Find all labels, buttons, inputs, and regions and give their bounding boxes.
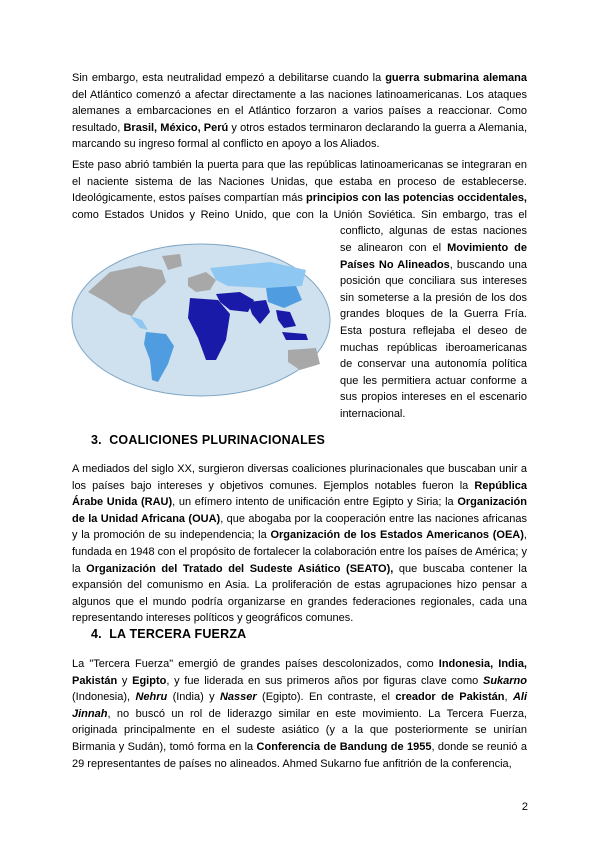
- bold-term: principios con las potencias occidentales,: [305, 192, 527, 205]
- paragraph-united-nations: Este paso abrió también la puerta para que las repúblicas latinoamericanas se integraran en el naciente sistema de las Naciones Unidas, que estaba en proceso de establecerse. Ideológicamente, estos países compartían más principios con las potencias occidentales, como Estados Unidos y Reino Unido, que con la Unión Soviética. Sin embargo, tras el conflicto, algunas de estas naciones se alinearon con el Movimiento de Países No Alineados, buscando una posición que conciliara sus intereses sin someterse a la presión de los dos grandes bloques de la Guerra Fría. Esta postura reflejaba el deseo de muchas repúblicas iberoamericanas de conservar una autonomía política que les permitiera actuar conforme a sus propios intereses en el escenario internacional.: [72, 159, 527, 420]
- bold-term: República Árabe Unida (RAU): [72, 479, 527, 509]
- bold-term: Movimiento de Países No Alineados: [340, 241, 527, 271]
- page-number: 2: [521, 801, 528, 813]
- bold-term: Indonesia, India, Pakistán: [72, 658, 527, 687]
- bold-term: Organización de los Estados Americanos (OEA): [270, 529, 524, 542]
- bold-term: Egipto: [132, 674, 167, 687]
- paragraph-coaliciones: A mediados del siglo XX, surgieron diversas coaliciones plurinacionales que buscaban unir a los países bajo intereses y objetivos comunes. Ejemplos notables fueron la República Árabe Unida (RAU), un efímero intento de unificación entre Egipto y Siria; la Organización de la Unidad Africana (OUA), que abogaba por la cooperación entre las naciones africanas y la promoción de su independencia; la Organización de los Estados Americanos (OEA), fundada en 1948 con el propósito de fortalecer la colaboración entre los países de América; y la Organización del Tratado del Sudeste Asiático (SEATO), que buscaba contener la expansión del comunismo en Asia. La proliferación de estas agrupaciones hizo pensar a algunos que el mundo podría organizarse en grandes federaciones regionales, cada una representando intereses políticos y geográficos comunes.: [72, 463, 528, 625]
- bold-term: Organización de la Unidad Africana (OUA): [72, 496, 527, 525]
- bold-term: creador de Pakistán: [395, 691, 505, 704]
- paragraph-neutrality: Sin embargo, esta neutralidad empezó a debilitarse cuando la guerra submarina alemana del Atlántico comenzó a afectar directamente a las naciones latinoamericanas. Los ataques alemanes a embarcaciones en el Atlántico forzaron a varios países a reaccionar. Como resultado, Brasil, México, Perú y otros estados terminaron declarando la guerra a Alemania, marcando su ingreso formal al conflicto en apoyo a los Aliados.: [72, 72, 528, 151]
- bold-italic-name: Sukarno: [482, 674, 527, 687]
- section-heading-tercera-fuerza: 4. LA TERCERA FUERZA: [91, 627, 247, 641]
- bold-term: Organización del Tratado del Sudeste Asiático (SEATO),: [86, 562, 394, 575]
- section-heading-coaliciones: 3. COALICIONES PLURINACIONALES: [91, 433, 326, 447]
- bold-italic-name: Ali Jinnah: [72, 691, 527, 720]
- bold-term: Brasil, México, Perú: [123, 121, 229, 134]
- bold-term: guerra submarina alemana: [385, 72, 527, 84]
- paragraph-tercera-fuerza: La "Tercera Fuerza" emergió de grandes países descolonizados, como Indonesia, India, Pakistán y Egipto, y fue liderada en sus primeros años por figuras clave como Sukarno (Indonesia), Nehru (India) y Nasser (Egipto). En contraste, el creador de Pakistán, Ali Jinnah, no buscó un rol de liderazgo similar en este movimiento. La Tercera Fuerza, originada principalmente en el sudeste asiático (y a la que posteriormente se unirían Birmania y Sudán), tomó forma en la Conferencia de Bandung de 1955, donde se reunió a 29 representantes de países no alineados. Ahmed Sukarno fue anfitrión de la conferencia,: [72, 658, 527, 770]
- bold-italic-name: Nasser: [219, 691, 257, 704]
- bold-italic-name: Nehru: [135, 691, 168, 704]
- bold-term: Conferencia de Bandung de 1955: [256, 740, 432, 753]
- world-map-non-aligned: [70, 242, 332, 398]
